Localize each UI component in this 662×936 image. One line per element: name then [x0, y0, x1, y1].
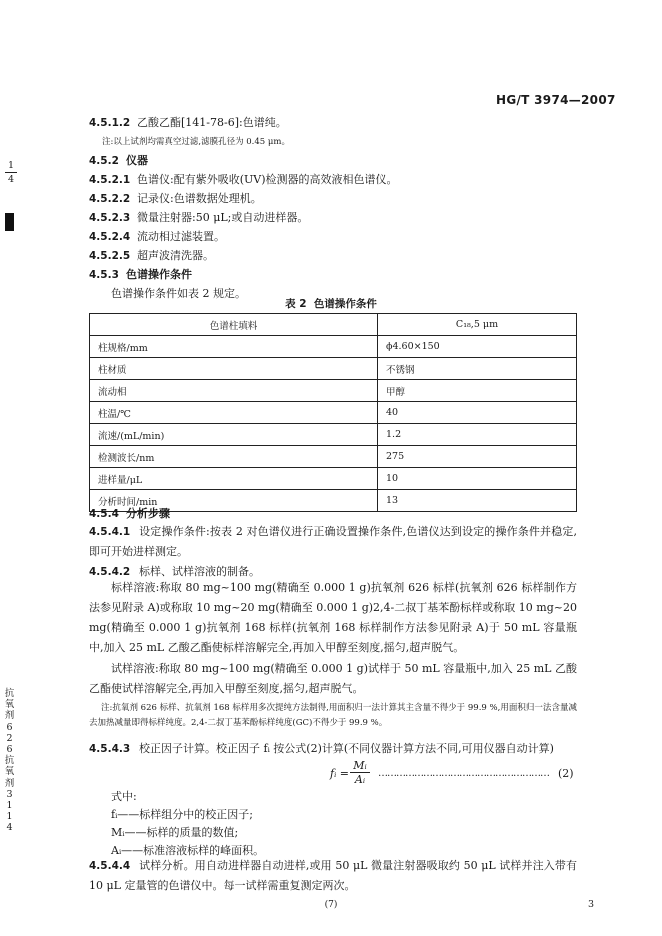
table-row: [90, 402, 577, 424]
margin-fraction-bottom: 4: [7, 174, 15, 185]
formula-fraction: [350, 759, 370, 786]
section-4524: [89, 230, 225, 244]
table-header-cell: 色谱柱填料: [90, 314, 378, 336]
section-number: 4.5.2.3: [89, 212, 131, 224]
where-item: fᵢ——标样组分中的校正因子;: [111, 808, 253, 821]
section-4544: [89, 856, 577, 896]
table-row: [90, 424, 577, 446]
section-number: 4.5.4.2: [89, 566, 131, 578]
section-text: 标样、试样溶液的制备。: [139, 565, 260, 578]
section-4523: [89, 211, 308, 225]
section-452: [89, 154, 148, 168]
table-cell-label: 分析时间/min: [90, 490, 378, 512]
section-number: 4.5.3: [89, 269, 119, 281]
table-cell-value: 不锈钢: [378, 358, 577, 380]
table-cell-value: 10: [378, 468, 577, 490]
formula-numerator: Mᵢ: [353, 759, 367, 772]
table-row: [90, 468, 577, 490]
table-row: [90, 358, 577, 380]
section-4543: [89, 742, 554, 756]
section-number: 4.5.4: [89, 508, 119, 520]
table-cell-label: 柱温/℃: [90, 402, 378, 424]
fraction-bar: [5, 172, 17, 173]
section-454: [89, 507, 170, 521]
where-item: Mᵢ——标样的质量的数值;: [111, 826, 239, 839]
section-number: 4.5.2: [89, 155, 119, 167]
table-cell-value: 40: [378, 402, 577, 424]
formula-lhs: fᵢ =: [330, 767, 349, 780]
table-cell-value: ϕ4.60×150: [378, 336, 577, 358]
table-header-cell: C₁₈,5 μm: [378, 314, 577, 336]
margin-vertical-label: 抗氧剂626抗氧剂3114: [4, 688, 15, 834]
section-text: 设定操作条件:按表 2 对色谱仪进行正确设置操作条件,色谱仪达到设定的操作条件并稳定,即可开始进样测定。: [89, 525, 577, 558]
section-4512: [89, 116, 287, 130]
section-4522: [89, 192, 262, 206]
table-cell-value: 275: [378, 446, 577, 468]
table-cell-label: 流动相: [90, 380, 378, 402]
section-4542: [89, 565, 260, 579]
table-cell-value: 甲醇: [378, 380, 577, 402]
table-row: [90, 380, 577, 402]
formula-equation-number: (2): [558, 767, 574, 780]
section-text: 色谱仪:配有紫外吸收(UV)检测器的高效液相色谱仪。: [137, 173, 398, 186]
section-number: 4.5.2.4: [89, 231, 131, 243]
table-cell-label: 检测波长/nm: [90, 446, 378, 468]
where-label: 式中:: [111, 790, 137, 803]
formula-leader-dots: …………………………………………………: [378, 768, 549, 779]
margin-fraction: [4, 160, 18, 185]
table-caption: 表 2 色谱操作条件: [285, 298, 377, 310]
section-text: 校正因子计算。校正因子 fᵢ 按公式(2)计算(不同仪器计算方法不同,可用仪器自动计算): [139, 742, 554, 755]
table-row: [90, 336, 577, 358]
section-heading: 分析步骤: [126, 507, 170, 520]
table-row: [90, 446, 577, 468]
section-4541: [89, 522, 577, 562]
section-number: 4.5.4.3: [89, 743, 131, 755]
section-number: 4.5.2.5: [89, 250, 131, 262]
section-text: 超声波清洗器。: [137, 249, 214, 262]
section-453: [89, 268, 192, 282]
section-number: 4.5.2.2: [89, 193, 131, 205]
section-number: 4.5.4.1: [89, 526, 131, 538]
section-text: 流动相过滤装置。: [137, 230, 225, 243]
sample-solution: 试样溶液:称取 80 mg~100 mg(精确至 0.000 1 g)试样于 50 mL 容量瓶中,加入 25 mL 乙酸乙酯使试样溶解完全,再加入甲醇至刻度,摇匀,超声脱气。: [89, 662, 577, 695]
table-header-row: [90, 314, 577, 336]
note-1: 注:以上试剂均需真空过滤,滤膜孔径为 0.45 μm。: [102, 137, 290, 147]
standard-solution: 标样溶液:称取 80 mg~100 mg(精确至 0.000 1 g)抗氧剂 626 标样(抗氧剂 626 标样制作方法参见附录 A)或称取 10 mg~20 mg(精确至 0.000 1 g)2,4-二叔丁基苯酚标样或称取 10 mg~20 mg(精确至 0.000 1 g)抗氧剂 168 标样(抗氧剂 168 标样制作方法参见附录 A)于 50 mL 容量瓶中,加入 25 mL 乙酸乙酯使标样溶解完全,再加入甲醇至刻度,摇匀,超声脱气。: [89, 581, 578, 654]
footer-center: (7): [324, 900, 338, 910]
formula-denominator: Aᵢ: [354, 773, 366, 786]
table-cell-label: 柱材质: [90, 358, 378, 380]
section-text: 乙酸乙酯[141-78-6]:色谱纯。: [137, 116, 287, 129]
margin-mark: [5, 213, 14, 231]
section-4525: [89, 249, 214, 263]
section-heading: 色谱操作条件: [126, 268, 192, 281]
table-cell-label: 进样量/μL: [90, 468, 378, 490]
section-number: 4.5.1.2: [89, 117, 131, 129]
section-4521: [89, 173, 398, 187]
section-text: 微量注射器:50 μL;或自动进样器。: [137, 211, 309, 224]
section-number: 4.5.4.4: [89, 860, 131, 872]
section-heading: 仪器: [126, 154, 148, 167]
section-text: 记录仪:色谱数据处理机。: [137, 192, 262, 205]
margin-fraction-top: 1: [7, 160, 15, 171]
note-2: 注:抗氧剂 626 标样、抗氧剂 168 标样用多次提纯方法制得,用面积归一法计算其主含量不得少于 99.9 %,用面积归一法含量减去加热减量即得标样纯度。2,4-二叔丁基苯酚标样纯度(GC)不得少于 99.9 %。: [89, 703, 577, 728]
table-cell-label: 柱规格/mm: [90, 336, 378, 358]
chromatography-conditions-table: [89, 313, 577, 512]
page-number: 3: [588, 899, 595, 910]
section-453-body: 色谱操作条件如表 2 规定。: [111, 287, 246, 300]
table-cell-value: 1.2: [378, 424, 577, 446]
where-item: Aᵢ——标准溶液标样的峰面积。: [111, 844, 265, 857]
table-cell-value: 13: [378, 490, 577, 512]
table-cell-label: 流速/(mL/min): [90, 424, 378, 446]
standard-number: HG/T 3974—2007: [496, 93, 616, 107]
section-text: 试样分析。用自动进样器自动进样,或用 50 μL 微量注射器吸取约 50 μL 试样并注入带有 10 μL 定量管的色谱仪中。每一试样需重复测定两次。: [89, 859, 577, 892]
section-number: 4.5.2.1: [89, 174, 131, 186]
